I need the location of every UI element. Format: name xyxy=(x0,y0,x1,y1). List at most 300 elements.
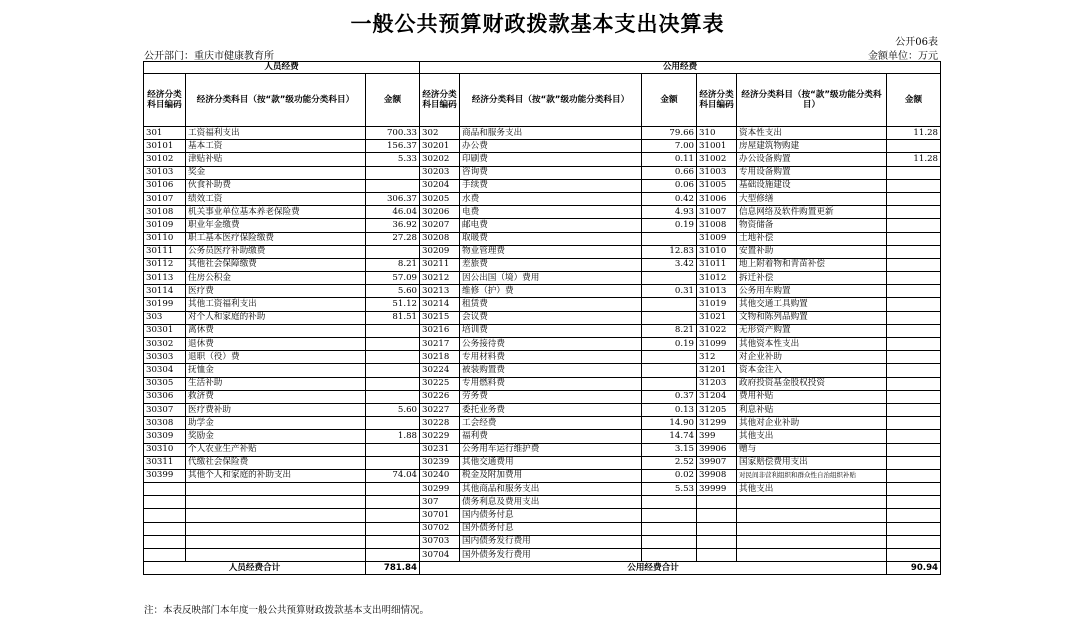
name-cell: 福利费 xyxy=(460,430,642,443)
amount-cell: 11.28 xyxy=(887,127,941,140)
header-code: 经济分类科目编码 xyxy=(144,74,186,127)
name-cell: 生活补助 xyxy=(186,377,366,390)
code-cell: 30702 xyxy=(420,522,460,535)
code-cell: 302 xyxy=(420,127,460,140)
amount-cell xyxy=(887,272,941,285)
header-name: 经济分类科目（按“款”级功能分类科目） xyxy=(186,74,366,127)
amount-cell xyxy=(887,258,941,271)
amount-cell: 700.33 xyxy=(366,127,420,140)
code-cell: 30309 xyxy=(144,430,186,443)
amount-cell: 0.66 xyxy=(642,166,697,179)
amount-cell xyxy=(887,192,941,205)
name-cell xyxy=(737,549,887,562)
amount-cell: 0.11 xyxy=(642,153,697,166)
code-cell: 30231 xyxy=(420,443,460,456)
amount-cell xyxy=(887,324,941,337)
name-cell: 津贴补贴 xyxy=(186,153,366,166)
code-cell: 30202 xyxy=(420,153,460,166)
name-cell: 利息补贴 xyxy=(737,403,887,416)
amount-cell xyxy=(366,443,420,456)
code-cell xyxy=(697,496,737,509)
amount-cell: 46.04 xyxy=(366,206,420,219)
amount-cell: 156.37 xyxy=(366,140,420,153)
name-cell: 公务员医疗补助缴费 xyxy=(186,245,366,258)
section-header-row xyxy=(144,62,941,74)
code-cell: 301 xyxy=(144,127,186,140)
code-cell: 31019 xyxy=(697,298,737,311)
amount-cell xyxy=(887,206,941,219)
code-cell: 30212 xyxy=(420,272,460,285)
code-cell: 30201 xyxy=(420,140,460,153)
name-cell: 大型修缮 xyxy=(737,192,887,205)
amount-cell xyxy=(887,522,941,535)
table-row xyxy=(144,311,941,324)
amount-cell: 8.21 xyxy=(642,324,697,337)
name-cell: 基本工资 xyxy=(186,140,366,153)
name-cell: 劳务费 xyxy=(460,390,642,403)
name-cell: 其他支出 xyxy=(737,483,887,496)
code-cell: 30226 xyxy=(420,390,460,403)
name-cell: 税金及附加费用 xyxy=(460,469,642,482)
amount-cell: 306.37 xyxy=(366,192,420,205)
table-row xyxy=(144,324,941,337)
code-cell xyxy=(144,509,186,522)
code-cell: 30102 xyxy=(144,153,186,166)
code-cell: 31022 xyxy=(697,324,737,337)
code-cell: 30103 xyxy=(144,166,186,179)
code-cell: 30224 xyxy=(420,364,460,377)
amount-cell xyxy=(887,166,941,179)
name-cell: 资本性支出 xyxy=(737,127,887,140)
table-row xyxy=(144,192,941,205)
code-cell: 30206 xyxy=(420,206,460,219)
name-cell: 土地补偿 xyxy=(737,232,887,245)
amount-cell: 7.00 xyxy=(642,140,697,153)
code-cell: 31008 xyxy=(697,219,737,232)
name-cell: 拆迁补偿 xyxy=(737,272,887,285)
name-cell: 退职（役）费 xyxy=(186,351,366,364)
amount-cell: 8.21 xyxy=(366,258,420,271)
amount-cell: 0.19 xyxy=(642,338,697,351)
amount-cell xyxy=(887,179,941,192)
name-cell: 国外债务发行费用 xyxy=(460,549,642,562)
amount-cell xyxy=(642,232,697,245)
code-cell: 39907 xyxy=(697,456,737,469)
name-cell: 基础设施建设 xyxy=(737,179,887,192)
amount-cell xyxy=(887,232,941,245)
amount-cell xyxy=(642,496,697,509)
table-row xyxy=(144,338,941,351)
name-cell: 伙食补助费 xyxy=(186,179,366,192)
code-cell: 30701 xyxy=(420,509,460,522)
amount-cell: 0.19 xyxy=(642,219,697,232)
name-cell: 政府投资基金股权投资 xyxy=(737,377,887,390)
amount-cell xyxy=(887,496,941,509)
code-cell: 31012 xyxy=(697,272,737,285)
amount-cell xyxy=(642,298,697,311)
name-cell: 奖金 xyxy=(186,166,366,179)
amount-cell xyxy=(366,338,420,351)
name-cell: 资本金注入 xyxy=(737,364,887,377)
code-cell xyxy=(144,496,186,509)
name-cell: 培训费 xyxy=(460,324,642,337)
amount-cell xyxy=(642,377,697,390)
table-row xyxy=(144,127,941,140)
name-cell: 个人农业生产补贴 xyxy=(186,443,366,456)
code-cell: 30240 xyxy=(420,469,460,482)
name-cell: 住房公积金 xyxy=(186,272,366,285)
amount-cell xyxy=(366,351,420,364)
amount-cell xyxy=(366,390,420,403)
code-cell xyxy=(144,535,186,548)
code-cell: 30207 xyxy=(420,219,460,232)
code-cell: 30203 xyxy=(420,166,460,179)
name-cell: 邮电费 xyxy=(460,219,642,232)
code-cell: 31001 xyxy=(697,140,737,153)
table-row xyxy=(144,496,941,509)
department-label: 公开部门：重庆市健康教育所 xyxy=(144,51,274,62)
amount-cell: 51.12 xyxy=(366,298,420,311)
amount-cell: 4.93 xyxy=(642,206,697,219)
name-cell: 电费 xyxy=(460,206,642,219)
amount-cell: 57.09 xyxy=(366,272,420,285)
name-cell: 机关事业单位基本养老保险费 xyxy=(186,206,366,219)
header-name: 经济分类科目（按“款”级功能分类科目） xyxy=(460,74,642,127)
expenditure-table xyxy=(143,61,941,575)
table-row xyxy=(144,509,941,522)
name-cell xyxy=(737,496,887,509)
name-cell: 咨询费 xyxy=(460,166,642,179)
amount-cell xyxy=(366,364,420,377)
code-cell: 30239 xyxy=(420,456,460,469)
code-cell: 31002 xyxy=(697,153,737,166)
code-cell: 39906 xyxy=(697,443,737,456)
table-row xyxy=(144,258,941,271)
name-cell: 委托业务费 xyxy=(460,403,642,416)
name-cell: 国家赔偿费用支出 xyxy=(737,456,887,469)
amount-cell xyxy=(887,430,941,443)
name-cell: 其他交通工具购置 xyxy=(737,298,887,311)
name-cell: 其他个人和家庭的补助支出 xyxy=(186,469,366,482)
code-cell: 31021 xyxy=(697,311,737,324)
name-cell: 租赁费 xyxy=(460,298,642,311)
name-cell: 维修（护）费 xyxy=(460,285,642,298)
name-cell: 房屋建筑物购建 xyxy=(737,140,887,153)
code-cell: 30101 xyxy=(144,140,186,153)
amount-cell: 0.42 xyxy=(642,192,697,205)
amount-cell xyxy=(366,509,420,522)
name-cell: 救济费 xyxy=(186,390,366,403)
name-cell xyxy=(186,549,366,562)
name-cell: 因公出国（境）费用 xyxy=(460,272,642,285)
code-cell: 31201 xyxy=(697,364,737,377)
code-cell: 30229 xyxy=(420,430,460,443)
name-cell: 公务接待费 xyxy=(460,338,642,351)
amount-cell xyxy=(642,351,697,364)
table-row xyxy=(144,390,941,403)
code-cell: 30227 xyxy=(420,403,460,416)
amount-cell xyxy=(366,166,420,179)
name-cell: 国内债务付息 xyxy=(460,509,642,522)
table-row xyxy=(144,364,941,377)
code-cell: 30704 xyxy=(420,549,460,562)
amount-cell xyxy=(887,311,941,324)
header-amount: 金额 xyxy=(642,74,697,127)
amount-cell: 0.13 xyxy=(642,403,697,416)
code-cell: 30305 xyxy=(144,377,186,390)
code-cell: 30214 xyxy=(420,298,460,311)
table-row xyxy=(144,549,941,562)
name-cell: 抚恤金 xyxy=(186,364,366,377)
table-row xyxy=(144,483,941,496)
table-row xyxy=(144,351,941,364)
code-cell: 30208 xyxy=(420,232,460,245)
code-cell xyxy=(144,483,186,496)
code-cell: 30218 xyxy=(420,351,460,364)
amount-cell xyxy=(642,522,697,535)
amount-cell xyxy=(642,364,697,377)
header-code: 经济分类科目编码 xyxy=(697,74,737,127)
code-cell: 30399 xyxy=(144,469,186,482)
code-cell: 312 xyxy=(697,351,737,364)
personnel-total-value: 781.84 xyxy=(366,562,420,575)
code-cell: 30301 xyxy=(144,324,186,337)
name-cell: 无形资产购置 xyxy=(737,324,887,337)
name-cell xyxy=(186,522,366,535)
name-cell: 手续费 xyxy=(460,179,642,192)
name-cell: 对个人和家庭的补助 xyxy=(186,311,366,324)
code-cell: 30113 xyxy=(144,272,186,285)
amount-cell xyxy=(366,522,420,535)
code-cell: 30109 xyxy=(144,219,186,232)
code-cell: 31009 xyxy=(697,232,737,245)
table-row xyxy=(144,522,941,535)
amount-cell: 2.52 xyxy=(642,456,697,469)
amount-cell xyxy=(887,377,941,390)
code-cell: 31005 xyxy=(697,179,737,192)
code-cell: 30215 xyxy=(420,311,460,324)
name-cell xyxy=(186,535,366,548)
form-number: 公开06表 xyxy=(895,37,938,48)
name-cell xyxy=(737,509,887,522)
code-cell xyxy=(144,549,186,562)
amount-cell xyxy=(887,390,941,403)
public-total-label: 公用经费合计 xyxy=(420,562,887,575)
code-cell: 30308 xyxy=(144,417,186,430)
name-cell: 国内债务发行费用 xyxy=(460,535,642,548)
code-cell: 30299 xyxy=(420,483,460,496)
name-cell: 被装购置费 xyxy=(460,364,642,377)
name-cell xyxy=(737,535,887,548)
name-cell: 物资储备 xyxy=(737,219,887,232)
code-cell: 30106 xyxy=(144,179,186,192)
code-cell: 31204 xyxy=(697,390,737,403)
amount-cell xyxy=(887,483,941,496)
name-cell: 取暖费 xyxy=(460,232,642,245)
amount-cell: 74.04 xyxy=(366,469,420,482)
code-cell xyxy=(697,549,737,562)
amount-cell xyxy=(887,535,941,548)
name-cell: 公务用车运行维护费 xyxy=(460,443,642,456)
amount-cell: 27.28 xyxy=(366,232,420,245)
amount-cell xyxy=(642,509,697,522)
code-cell: 30209 xyxy=(420,245,460,258)
amount-cell xyxy=(887,456,941,469)
name-cell: 费用补贴 xyxy=(737,390,887,403)
name-cell: 其他对企业补助 xyxy=(737,417,887,430)
code-cell: 31205 xyxy=(697,403,737,416)
header-name: 经济分类科目（按“款”级功能分类科目） xyxy=(737,74,887,127)
code-cell xyxy=(697,535,737,548)
table-row xyxy=(144,153,941,166)
code-cell: 30108 xyxy=(144,206,186,219)
code-cell: 30110 xyxy=(144,232,186,245)
code-cell: 31006 xyxy=(697,192,737,205)
table-row xyxy=(144,206,941,219)
code-cell: 30310 xyxy=(144,443,186,456)
name-cell: 专用设备购置 xyxy=(737,166,887,179)
totals-row xyxy=(144,562,941,575)
name-cell: 绩效工资 xyxy=(186,192,366,205)
personnel-total-label: 人员经费合计 xyxy=(144,562,366,575)
name-cell: 差旅费 xyxy=(460,258,642,271)
amount-cell xyxy=(366,535,420,548)
name-cell: 办公设备购置 xyxy=(737,153,887,166)
name-cell: 信息网络及软件购置更新 xyxy=(737,206,887,219)
name-cell: 商品和服务支出 xyxy=(460,127,642,140)
name-cell xyxy=(186,509,366,522)
amount-cell: 3.15 xyxy=(642,443,697,456)
name-cell: 其他工资福利支出 xyxy=(186,298,366,311)
amount-cell: 0.37 xyxy=(642,390,697,403)
amount-cell: 1.88 xyxy=(366,430,420,443)
amount-cell xyxy=(887,417,941,430)
amount-cell xyxy=(887,403,941,416)
table-row xyxy=(144,403,941,416)
amount-cell xyxy=(366,324,420,337)
name-cell: 工会经费 xyxy=(460,417,642,430)
amount-cell xyxy=(366,549,420,562)
code-cell: 30228 xyxy=(420,417,460,430)
code-cell xyxy=(697,509,737,522)
name-cell: 奖励金 xyxy=(186,430,366,443)
code-cell: 30107 xyxy=(144,192,186,205)
code-cell: 399 xyxy=(697,430,737,443)
amount-cell xyxy=(887,351,941,364)
name-cell: 其他社会保障缴费 xyxy=(186,258,366,271)
name-cell: 对企业补助 xyxy=(737,351,887,364)
amount-cell: 14.90 xyxy=(642,417,697,430)
code-cell: 30303 xyxy=(144,351,186,364)
name-cell: 退休费 xyxy=(186,338,366,351)
name-cell: 国外债务付息 xyxy=(460,522,642,535)
code-cell: 31007 xyxy=(697,206,737,219)
amount-cell xyxy=(366,456,420,469)
name-cell: 对民间非营利组织和群众性自治组织补贴 xyxy=(737,469,887,482)
code-cell: 303 xyxy=(144,311,186,324)
name-cell: 专用材料费 xyxy=(460,351,642,364)
name-cell: 公务用车购置 xyxy=(737,285,887,298)
amount-cell: 3.42 xyxy=(642,258,697,271)
amount-cell: 81.51 xyxy=(366,311,420,324)
code-cell: 30225 xyxy=(420,377,460,390)
amount-cell xyxy=(642,311,697,324)
code-cell: 31099 xyxy=(697,338,737,351)
amount-cell xyxy=(887,298,941,311)
header-amount: 金额 xyxy=(887,74,941,127)
table-row xyxy=(144,219,941,232)
amount-cell xyxy=(887,245,941,258)
name-cell: 办公费 xyxy=(460,140,642,153)
code-cell: 310 xyxy=(697,127,737,140)
amount-cell xyxy=(366,496,420,509)
name-cell: 水费 xyxy=(460,192,642,205)
name-cell: 其他资本性支出 xyxy=(737,338,887,351)
code-cell: 30307 xyxy=(144,403,186,416)
table-row xyxy=(144,469,941,482)
code-cell: 31013 xyxy=(697,285,737,298)
amount-cell: 5.53 xyxy=(642,483,697,496)
amount-cell: 5.33 xyxy=(366,153,420,166)
code-cell: 30302 xyxy=(144,338,186,351)
amount-cell: 0.06 xyxy=(642,179,697,192)
name-cell: 职工基本医疗保险缴费 xyxy=(186,232,366,245)
amount-cell: 36.92 xyxy=(366,219,420,232)
name-cell: 会议费 xyxy=(460,311,642,324)
column-header-row xyxy=(144,74,941,127)
table-row xyxy=(144,166,941,179)
amount-cell: 79.66 xyxy=(642,127,697,140)
code-cell xyxy=(144,522,186,535)
header-amount: 金额 xyxy=(366,74,420,127)
code-cell: 31299 xyxy=(697,417,737,430)
code-cell: 30306 xyxy=(144,390,186,403)
table-row xyxy=(144,456,941,469)
name-cell: 印刷费 xyxy=(460,153,642,166)
code-cell: 30205 xyxy=(420,192,460,205)
name-cell: 债务利息及费用支出 xyxy=(460,496,642,509)
amount-cell xyxy=(887,364,941,377)
amount-cell xyxy=(366,417,420,430)
name-cell: 物业管理费 xyxy=(460,245,642,258)
name-cell: 地上附着物和青苗补偿 xyxy=(737,258,887,271)
amount-cell xyxy=(887,469,941,482)
amount-cell xyxy=(642,535,697,548)
table-row xyxy=(144,245,941,258)
code-cell: 39999 xyxy=(697,483,737,496)
header-code: 经济分类科目编码 xyxy=(420,74,460,127)
name-cell xyxy=(186,496,366,509)
code-cell: 31003 xyxy=(697,166,737,179)
amount-cell: 0.02 xyxy=(642,469,697,482)
code-cell: 30112 xyxy=(144,258,186,271)
name-cell: 其他支出 xyxy=(737,430,887,443)
code-cell: 30216 xyxy=(420,324,460,337)
code-cell: 30114 xyxy=(144,285,186,298)
code-cell: 30199 xyxy=(144,298,186,311)
name-cell: 工资福利支出 xyxy=(186,127,366,140)
name-cell xyxy=(737,522,887,535)
amount-cell xyxy=(366,245,420,258)
code-cell: 31011 xyxy=(697,258,737,271)
table-row xyxy=(144,272,941,285)
code-cell: 30311 xyxy=(144,456,186,469)
name-cell: 助学金 xyxy=(186,417,366,430)
amount-cell xyxy=(887,509,941,522)
name-cell: 其他商品和服务支出 xyxy=(460,483,642,496)
amount-unit-label: 金额单位：万元 xyxy=(868,51,938,62)
code-cell: 31010 xyxy=(697,245,737,258)
